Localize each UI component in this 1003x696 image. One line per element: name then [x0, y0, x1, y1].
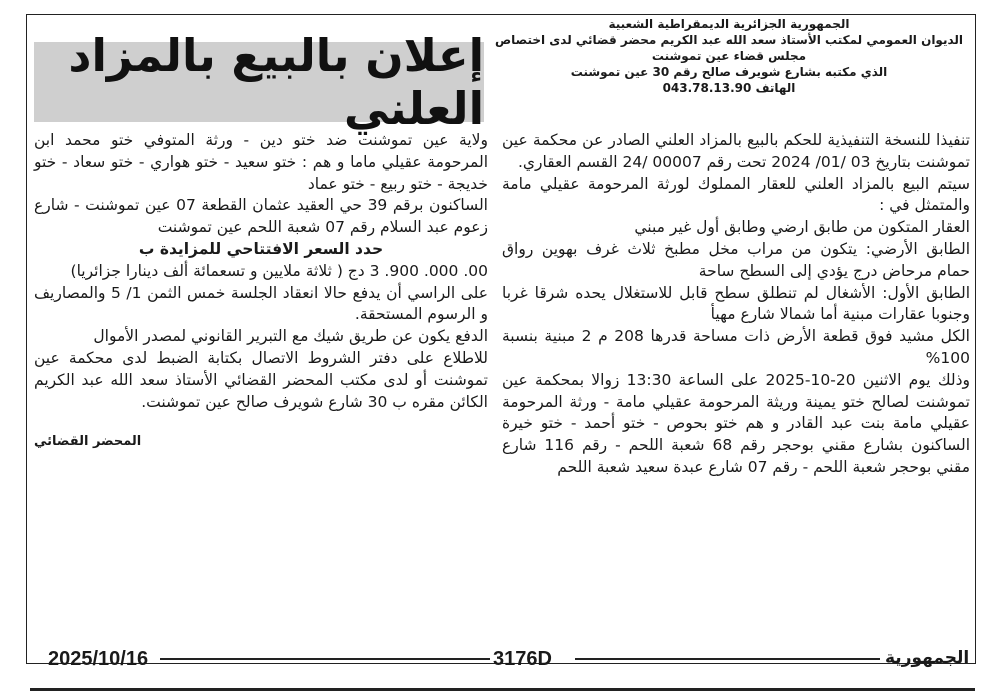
paragraph: تنفيذا للنسخة التنفيذية للحكم بالبيع بالمزاد العلني الصادر عن محكمة عين تموشنت بتاريخ 03 /01/ 2024 تحت رقم 00007 /24 القسم العقاري. [502, 131, 970, 171]
price-heading: حدد السعر الافتتاحي للمزايدة ب [138, 239, 384, 258]
paragraph: ولاية عين تموشنت ضد ختو دين - ورثة المتوفي ختو محمد ابن المرحومة عقيلي ماما و هم : ختو سعيد - ختو هواري - ختو سعاد - ختو خديجة - ختو ربيع - ختو عماد [34, 131, 488, 193]
paragraph: للاطلاع على دفتر الشروط الاتصال بكتابة الضبط لدى محكمة عين تموشنت أو لدى مكتب المحضر القضائي الأستاذ سعد الله عبد الكريم الكائن مقره ب 30 شارع شويرف صالح عين تموشنت. [34, 348, 488, 411]
footer-rule [575, 658, 880, 660]
signature: المحضر القضائي [34, 434, 142, 450]
header-line: الديوان العمومي لمكتب الأستاذ سعد الله عبد الكريم محضر قضائي لدى اختصاص [494, 33, 964, 47]
paragraph: الطابق الأول: الأشغال لم تنطلق سطح قابل للاستغلال يحده شرقا غربا وجنوبا عقارات مبنية أما شمالا شارع مهيأ [502, 283, 970, 324]
paragraph: وذلك يوم الاثنين 20-10-2025 على الساعة 13:30 زوالا بمحكمة عين تموشنت لصالح ختو يمينة وريثة المرحومة عقيلي مامة - ورثة المرحومة عقيلي مامة بنت عبد القادر و هم ختو بحوص - ختو أحمد - ختو خيرة الساكنون بشارع مقني بوحجر رقم 68 شعبة اللحم - رقم 116 شارع مقني بوحجر شعبة اللحم - رقم 07 شارع عبدة سعيد شعبة اللحم [502, 370, 971, 476]
paragraph: الكل مشيد فوق قطعة الأرض ذات مساحة قدرها 208 م 2 مبنية بنسبة 100% [502, 327, 970, 367]
header-line: مجلس قضاء عين تموشنت [651, 49, 807, 63]
header-line: الهاتف 043.78.13.90 [662, 81, 796, 95]
paragraph: العقار المتكون من طابق ارضي وطابق أول غير مبني [634, 218, 970, 237]
header-line: الجمهورية الجزائرية الديمقراطية الشعبية [608, 17, 850, 31]
paragraph: الدفع يكون عن طريق شيك مع التبرير القانوني لمصدر الأموال [93, 327, 488, 346]
paragraph: الساكنون برقم 39 حي العقيد عثمان القطعة 07 عين تموشنت - شارع زعوم عبد السلام رقم 07 شعبة اللحم عين تموشنت [34, 196, 488, 237]
left-column [34, 130, 488, 453]
publication-date: 2025/10/16 [48, 648, 149, 670]
newspaper-logo: الجمهورية [885, 648, 970, 668]
ad-code: 3176D [493, 648, 552, 670]
paragraph: سيتم البيع بالمزاد العلني للعقار المملوك لورثة المرحومة عقيلي مامة والمتمثل في : [502, 174, 970, 215]
issuer-header [490, 16, 968, 124]
header-line: الذي مكتبه بشارع شويرف صالح رقم 30 عين تموشنت [570, 65, 888, 79]
announcement-title: إعلان بالبيع بالمزاد العلني [68, 29, 484, 135]
right-column [502, 130, 970, 479]
bottom-rule [30, 688, 975, 691]
paragraph: 00. 000. 900. 3 دج ( ثلاثة ملايين و تسعمائة ألف دينارا جزائريا) [70, 261, 488, 280]
paragraph: الطابق الأرضي: يتكون من مراب مخل مطبخ ثلاث غرف بهوين رواق حمام مرحاض درج يؤدي إلى السطح ساحة [502, 239, 970, 280]
footer-bar [30, 648, 970, 670]
paragraph: على الراسي أن يدفع حالا انعقاد الجلسة خمس الثمن 1/ 5 والمصاريف و الرسوم المستحقة. [34, 283, 488, 324]
announcement-title-box [34, 29, 484, 135]
footer-rule [160, 658, 490, 660]
